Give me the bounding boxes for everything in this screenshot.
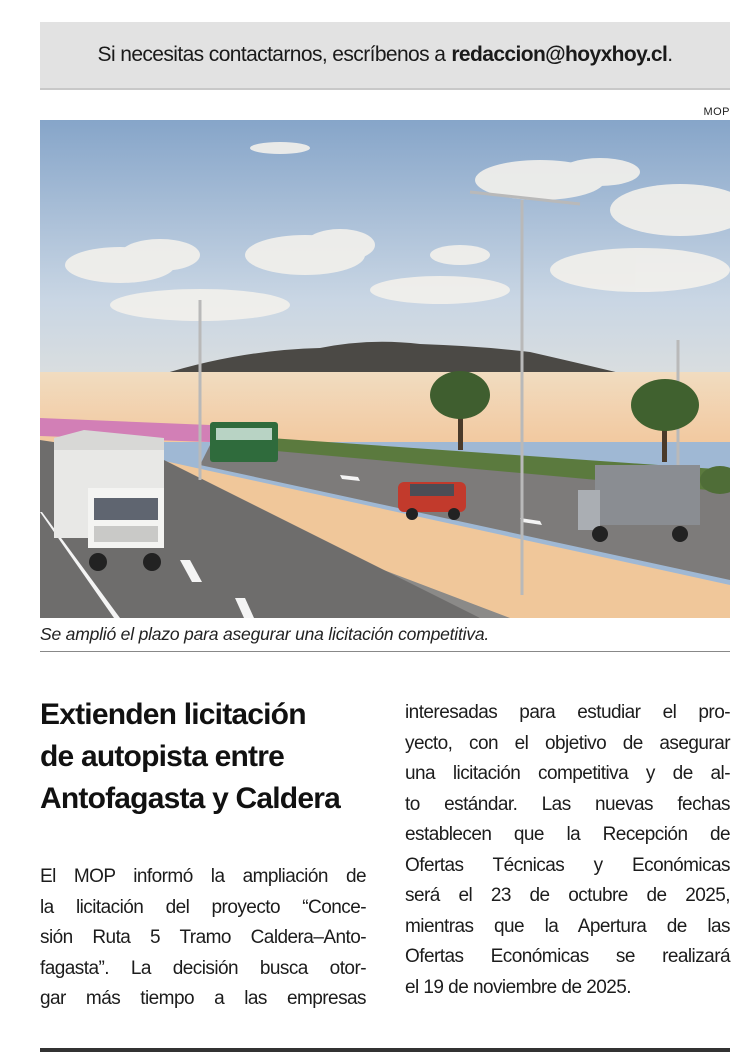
body-line: gar más tiempo a las empresas [40, 988, 366, 1009]
photo-credit: MOP [703, 106, 730, 118]
body-line: sión Ruta 5 Tramo Caldera–Anto- [40, 927, 366, 948]
body-line: Ofertas Técnicas y Económicas [405, 854, 730, 876]
article-headline [40, 694, 375, 820]
body-line: la licitación del proyecto “Conce- [40, 896, 366, 918]
body-line: mientras que la Apertura de las [405, 915, 730, 937]
contact-text: Si necesitas contactarnos, escríbenos a [97, 43, 446, 66]
article-body-left-column [40, 862, 366, 1015]
highway-render-image [40, 120, 730, 618]
contact-banner [40, 22, 730, 90]
body-line: interesadas para estudiar el pro- [405, 702, 730, 723]
headline-line: de autopista entre [40, 740, 284, 773]
body-line: Ofertas Económicas se realizará [405, 946, 730, 967]
body-line: fagasta”. La decisión busca otor- [40, 957, 366, 979]
article-body-right-column [405, 698, 730, 1003]
body-line: yecto, con el objetivo de asegurar [405, 732, 730, 754]
contact-email-link[interactable]: redaccion@hoyxhoy.cl [451, 43, 668, 66]
headline-line: Antofagasta y Caldera [40, 782, 340, 815]
contact-period: . [667, 43, 673, 66]
caption-divider [40, 651, 730, 652]
body-line: to estándar. Las nuevas fechas [405, 793, 730, 815]
body-line: establecen que la Recepción de [405, 824, 730, 845]
body-line: El MOP informó la ampliación de [40, 866, 366, 887]
body-line: será el 23 de octubre de 2025, [405, 885, 730, 906]
photo-caption: Se amplió el plazo para asegurar una licitación competitiva. [40, 624, 490, 644]
headline-line: Extienden licitación [40, 698, 306, 731]
body-line: una licitación competitiva y de al- [405, 763, 730, 784]
body-line: el 19 de noviembre de 2025. [405, 976, 631, 998]
bottom-rule [40, 1048, 730, 1052]
